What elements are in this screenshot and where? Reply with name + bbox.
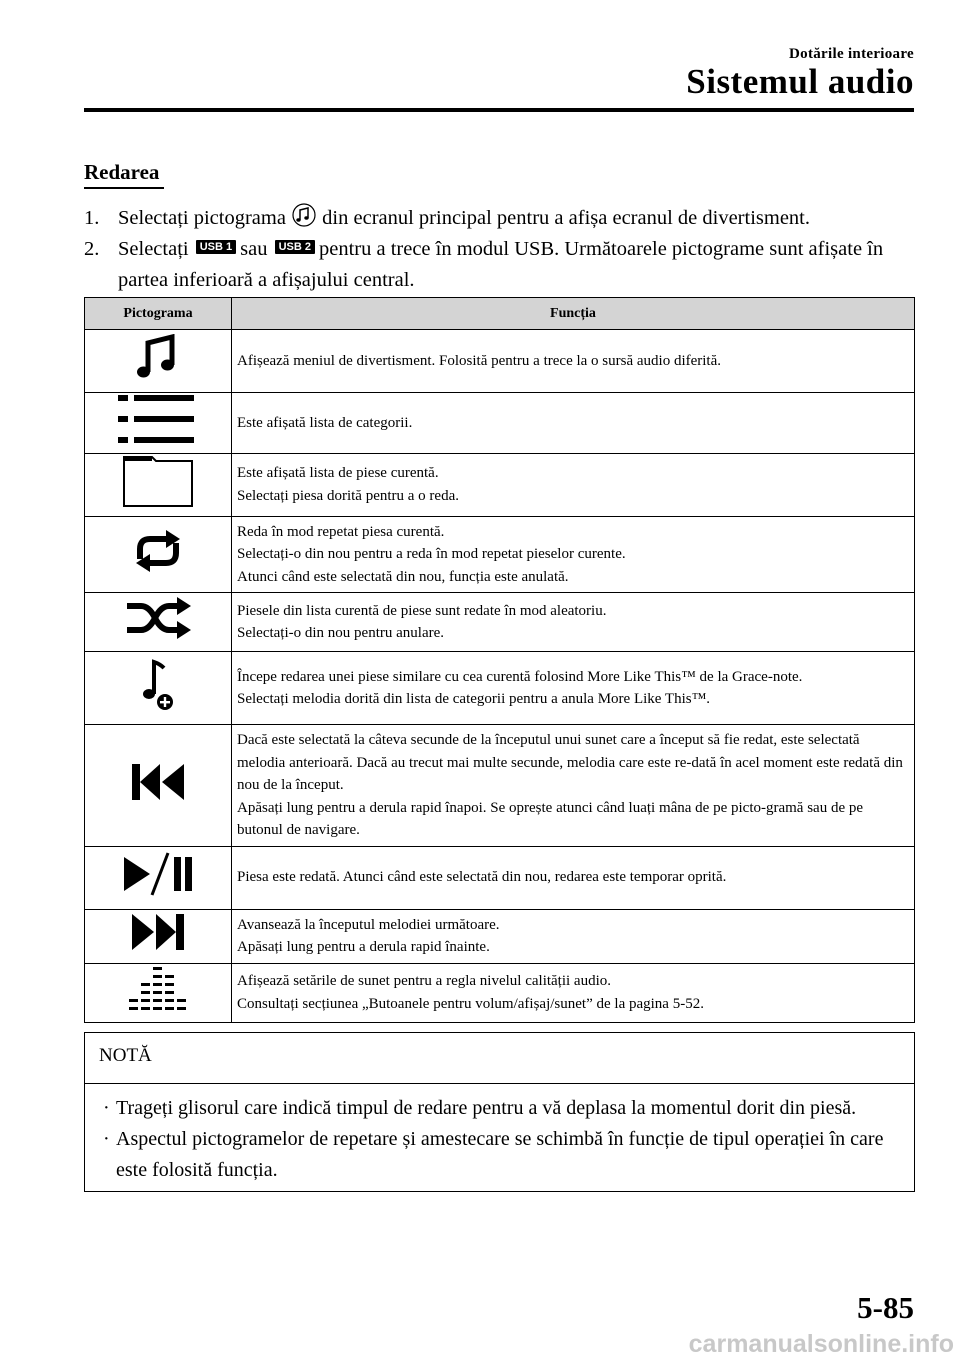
watermark: carmanualsonline.info bbox=[688, 1330, 954, 1358]
col-header-icon: Pictograma bbox=[85, 298, 232, 330]
note-body bbox=[99, 1093, 900, 1186]
music-note-icon bbox=[134, 334, 182, 380]
function-line: Este afișată lista de categorii. bbox=[237, 414, 413, 431]
table-row bbox=[85, 330, 915, 393]
step-text: din ecranul principal pentru a afișa ecranul de divertisment. bbox=[322, 207, 810, 229]
page-title: Sistemul audio bbox=[686, 62, 914, 101]
function-line: Apăsați lung pentru a derula rapid înainte. bbox=[237, 939, 490, 955]
music-note-icon bbox=[291, 203, 317, 227]
bullet-dot-icon: · bbox=[103, 1128, 110, 1150]
table-row bbox=[85, 453, 915, 516]
function-line: Afișează meniul de divertisment. Folosită pentru a trece la o sursă audio diferită. bbox=[237, 352, 722, 369]
function-line: Selectați melodia dorită din lista de categorii pentru a anula More Like This™. bbox=[237, 691, 711, 707]
function-cell bbox=[232, 453, 915, 516]
table-row bbox=[85, 963, 915, 1022]
step-text: sau bbox=[240, 238, 268, 260]
function-cell bbox=[232, 393, 915, 454]
note-bullet bbox=[99, 1124, 900, 1186]
function-line: Piesele din lista curentă de piese sunt redate în mod aleatoriu. bbox=[237, 602, 607, 619]
function-cell bbox=[232, 330, 915, 393]
step-text: pentru a trece în modul USB. Următoarele pictograme sunt afișate în partea inferioară a afișajului central. bbox=[118, 238, 884, 291]
table-row bbox=[85, 652, 915, 725]
function-line: Este afișată lista de piese curentă. bbox=[237, 465, 439, 481]
step-number: 1. bbox=[84, 207, 100, 229]
bullet-dot-icon: · bbox=[103, 1097, 110, 1119]
function-cell bbox=[232, 725, 915, 847]
usb1-badge: USB 1 bbox=[196, 240, 236, 254]
note-bullet-text: Aspectul pictogramelor de repetare și amestecare se schimbă în funcție de tipul operației în care este folosită funcția. bbox=[116, 1128, 884, 1181]
function-cell bbox=[232, 909, 915, 963]
table-row bbox=[85, 846, 915, 909]
table-row bbox=[85, 516, 915, 593]
step-2 bbox=[84, 234, 884, 296]
col-header-function: Funcția bbox=[232, 298, 915, 330]
table-header-row bbox=[85, 298, 915, 330]
table-row bbox=[85, 725, 915, 847]
section-title: Redarea bbox=[84, 160, 160, 184]
table-row bbox=[85, 593, 915, 652]
function-cell bbox=[232, 652, 915, 725]
note-bullet bbox=[99, 1093, 900, 1124]
header-rule bbox=[84, 108, 914, 112]
note-box bbox=[84, 1032, 915, 1192]
repeat-icon bbox=[130, 529, 186, 573]
function-line: Selectați-o din nou pentru anulare. bbox=[237, 625, 445, 641]
shuffle-icon bbox=[123, 596, 193, 640]
next-track-icon bbox=[130, 912, 186, 952]
function-line: Afișează setările de sunet pentru a regla nivelul calității audio. bbox=[237, 973, 612, 989]
play-pause-icon bbox=[122, 851, 194, 897]
function-line: Începe redarea unei piese similare cu cea curentă folosind More Like This™ de la Grace-note. bbox=[237, 668, 803, 685]
function-line: Piesa este redată. Atunci când este selectată din nou, redarea este temporar oprită. bbox=[237, 869, 727, 886]
note-title: NOTĂ bbox=[99, 1045, 152, 1066]
note-bullet-text: Trageți glisorul care indică timpul de redare pentru a vă deplasa la momentul dorit din piesă. bbox=[116, 1097, 857, 1119]
function-cell bbox=[232, 516, 915, 593]
step-1 bbox=[84, 203, 884, 234]
table-row bbox=[85, 393, 915, 454]
function-line: Selectați piesa dorită pentru a o reda. bbox=[237, 487, 459, 504]
function-cell bbox=[232, 593, 915, 652]
function-line: Consultați secțiunea „Butoanele pentru volum/afișaj/sunet” de la pagina 5-52. bbox=[237, 995, 704, 1012]
table-row bbox=[85, 909, 915, 963]
step-number: 2. bbox=[84, 238, 100, 260]
list-icon bbox=[118, 393, 198, 445]
folder-icon bbox=[122, 454, 194, 508]
section-title-underline bbox=[84, 187, 164, 189]
icon-table bbox=[84, 297, 915, 1023]
steps-list bbox=[84, 203, 884, 296]
step-text: Selectați bbox=[118, 238, 189, 260]
note-divider bbox=[85, 1083, 914, 1084]
function-cell bbox=[232, 846, 915, 909]
more-like-this-icon bbox=[138, 656, 178, 712]
function-line: Selectați-o din nou pentru a reda în mod repetat pieselor curente. bbox=[237, 546, 626, 562]
page-number: 5-85 bbox=[857, 1290, 914, 1325]
function-line: Dacă este selectată la câteva secunde de la începutul unui sunet care a început să fie redat, este selectată melodia anterioară. Dacă au trecut mai multe secunde, melodia care este re-dată în acel moment este redată din nou de la început. bbox=[237, 732, 903, 793]
function-line: Reda în mod repetat piesa curentă. bbox=[237, 523, 445, 540]
function-line: Avansează la începutul melodiei următoare. bbox=[237, 916, 500, 933]
previous-track-icon bbox=[130, 762, 186, 802]
usb2-badge: USB 2 bbox=[275, 240, 315, 254]
equalizer-icon bbox=[129, 965, 187, 1013]
chapter-label: Dotările interioare bbox=[789, 46, 914, 62]
step-text: Selectați pictograma bbox=[118, 207, 286, 229]
function-line: Apăsați lung pentru a derula rapid înapoi. Se oprește atunci când luați mâna de pe picto-gramă sau de pe butonul de navigare. bbox=[237, 799, 864, 838]
function-cell bbox=[232, 963, 915, 1022]
function-line: Atunci când este selectată din nou, funcția este anulată. bbox=[237, 568, 569, 585]
